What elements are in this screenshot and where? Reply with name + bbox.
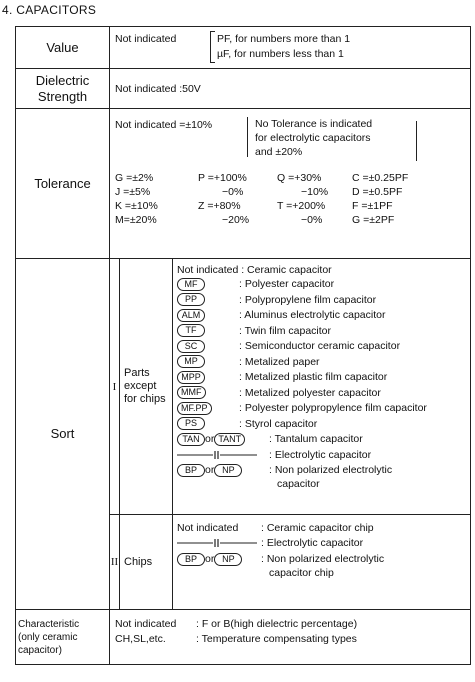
capacitor-mark-icon: MMF [177, 386, 206, 399]
tolerance-code-r0-c2: Q =+30% [277, 172, 322, 184]
tolerance-note1: No Tolerance is indicated [255, 118, 373, 130]
sort-parts-list [173, 259, 470, 514]
parts-item-desc: : Metalized plastic film capacitor [239, 371, 388, 383]
tan-mark-icon: TAN [177, 433, 205, 446]
parts-item-7 [177, 386, 381, 400]
parts-electrolytic-row [177, 448, 372, 462]
chips-elec-row [177, 536, 364, 550]
char-row1-right: : F or B(high dielectric percentage) [196, 618, 358, 630]
tolerance-code-r4-c1: −20% [222, 214, 250, 226]
parts-item-desc: : Metalized paper [239, 355, 320, 368]
parts-header: Not indicated : Ceramic capacitor [177, 264, 332, 276]
capacitor-mark-icon: MP [177, 355, 205, 368]
tolerance-bracket-left [247, 117, 251, 157]
bp-or: or [205, 464, 215, 476]
bp-mark-icon: BP [177, 553, 205, 566]
electrolytic-symbol-icon [177, 450, 263, 460]
value-bracket [210, 31, 215, 63]
parts-item-2 [177, 308, 386, 322]
sort-chips-section [110, 515, 470, 609]
bp-mark-icon: BP [177, 464, 205, 477]
tolerance-code-r3-c2: T =+200% [277, 200, 326, 212]
dielectric-text: Not indicated :50V [115, 82, 201, 95]
sort-chips-list [173, 515, 470, 609]
parts-item-0 [177, 277, 335, 291]
parts-item-desc: : Semiconductor ceramic capacitor [239, 340, 401, 352]
tolerance-row [16, 109, 471, 259]
np-mark-icon: NP [214, 464, 242, 477]
chips-header-desc: : Ceramic capacitor chip [261, 522, 374, 534]
tolerance-default: Not indicated =±10% [115, 119, 213, 131]
tolerance-code-r2-c3: D =±0.5PF [352, 186, 403, 198]
parts-item-3 [177, 324, 332, 338]
parts-item-5 [177, 355, 320, 369]
tolerance-code-r4-c2: −0% [301, 214, 323, 226]
sort-chips-label: Chips [120, 515, 173, 609]
capacitor-mark-icon: TF [177, 324, 205, 337]
page-title: 4. CAPACITORS [2, 3, 97, 17]
tolerance-code-r0-c3: C =±0.25PF [352, 172, 409, 184]
parts-item-9 [177, 417, 318, 431]
electrolytic-symbol-icon [177, 538, 263, 548]
sort-parts-label: Parts except for chips [120, 259, 173, 514]
np-mark-icon: NP [214, 553, 242, 566]
tolerance-note2: for electrolytic capacitors [255, 132, 371, 144]
char-row2-right: : Temperature compensating types [196, 633, 357, 645]
parts-item-4 [177, 339, 401, 353]
capacitor-mark-icon: MF.PP [177, 402, 212, 415]
dielectric-label [16, 69, 110, 109]
tant-mark-icon: TANT [214, 433, 245, 446]
parts-item-8 [177, 401, 427, 415]
characteristic-row [16, 610, 471, 665]
sort-chips-roman: II [110, 515, 120, 609]
characteristic-label [16, 610, 110, 665]
tan-or: or [205, 433, 215, 445]
tolerance-code-r1-c1: −0% [222, 186, 244, 198]
chips-bp-row [177, 552, 385, 566]
chips-bp-desc2: capacitor chip [269, 567, 334, 579]
chips-header-row [177, 521, 374, 535]
chips-bp-desc1: : Non polarized electrolytic [261, 553, 385, 565]
sort-parts-section [110, 259, 470, 515]
value-row [16, 27, 471, 69]
bp-desc1: : Non polarized electrolytic [269, 464, 393, 476]
char-row2-left: CH,SL,etc. [115, 633, 166, 645]
tolerance-note3: and ±20% [255, 146, 303, 158]
value-label: Value [16, 27, 110, 69]
tolerance-bracket-right [416, 121, 417, 161]
chips-or: or [205, 553, 215, 565]
capacitor-mark-icon: MF [177, 278, 205, 291]
value-rule-uf: µF, for numbers less than 1 [217, 48, 344, 60]
capacitor-mark-icon: ALM [177, 309, 205, 322]
tolerance-code-r4-c0: M=±20% [115, 214, 157, 226]
parts-item-desc: : Metalized polyester capacitor [239, 386, 381, 399]
parts-item-desc: : Polyester polypropylence film capacitor [239, 402, 427, 414]
tolerance-code-r0-c1: P =+100% [198, 172, 247, 184]
bp-desc2: capacitor [277, 478, 320, 490]
parts-item-desc: : Polyester capacitor [239, 278, 335, 290]
sort-parts-roman: I [110, 259, 120, 514]
parts-bp-row [177, 463, 393, 477]
sort-row [16, 259, 471, 610]
dielectric-label-line1: Dielectric [35, 72, 90, 88]
tolerance-code-r3-c0: K =±10% [115, 200, 158, 212]
dielectric-row [16, 69, 471, 109]
elec-desc: : Electrolytic capacitor [269, 448, 372, 461]
characteristic-label-line3: capacitor) [18, 644, 62, 656]
chips-header: Not indicated [177, 522, 239, 534]
tolerance-code-r4-c3: G =±2PF [352, 214, 395, 226]
tolerance-code-r3-c1: Z =+80% [198, 200, 241, 212]
chips-elec-desc: : Electrolytic capacitor [261, 537, 364, 549]
capacitor-mark-icon: PS [177, 417, 205, 430]
sort-label: Sort [16, 259, 110, 610]
characteristic-label-line1: Characteristic [18, 618, 80, 630]
capacitor-mark-icon: SC [177, 340, 205, 353]
tolerance-code-r1-c2: −10% [301, 186, 329, 198]
parts-item-6 [177, 370, 388, 384]
tan-desc: : Tantalum capacitor [269, 433, 363, 445]
tolerance-code-r3-c3: F =±1PF [352, 200, 393, 212]
value-rule-pf: PF, for numbers more than 1 [217, 33, 351, 45]
char-row1-left: Not indicated [115, 618, 177, 630]
characteristic-label-line2: (only ceramic [18, 631, 78, 643]
capacitor-code-table [15, 26, 471, 665]
value-default: Not indicated [115, 33, 177, 45]
parts-item-desc: : Twin film capacitor [239, 324, 332, 337]
parts-item-desc: : Aluminus electrolytic capacitor [239, 309, 386, 321]
tolerance-code-r0-c0: G =±2% [115, 172, 154, 184]
parts-item-desc: : Polypropylene film capacitor [239, 293, 377, 306]
capacitor-mark-icon: PP [177, 293, 205, 306]
tolerance-label: Tolerance [16, 109, 110, 259]
tolerance-code-r2-c0: J =±5% [115, 186, 151, 198]
parts-item-desc: : Styrol capacitor [239, 417, 318, 430]
parts-tantalum-row [177, 432, 363, 446]
parts-item-1 [177, 293, 377, 307]
capacitor-mark-icon: MPP [177, 371, 205, 384]
dielectric-label-line2: Strength [37, 88, 88, 104]
